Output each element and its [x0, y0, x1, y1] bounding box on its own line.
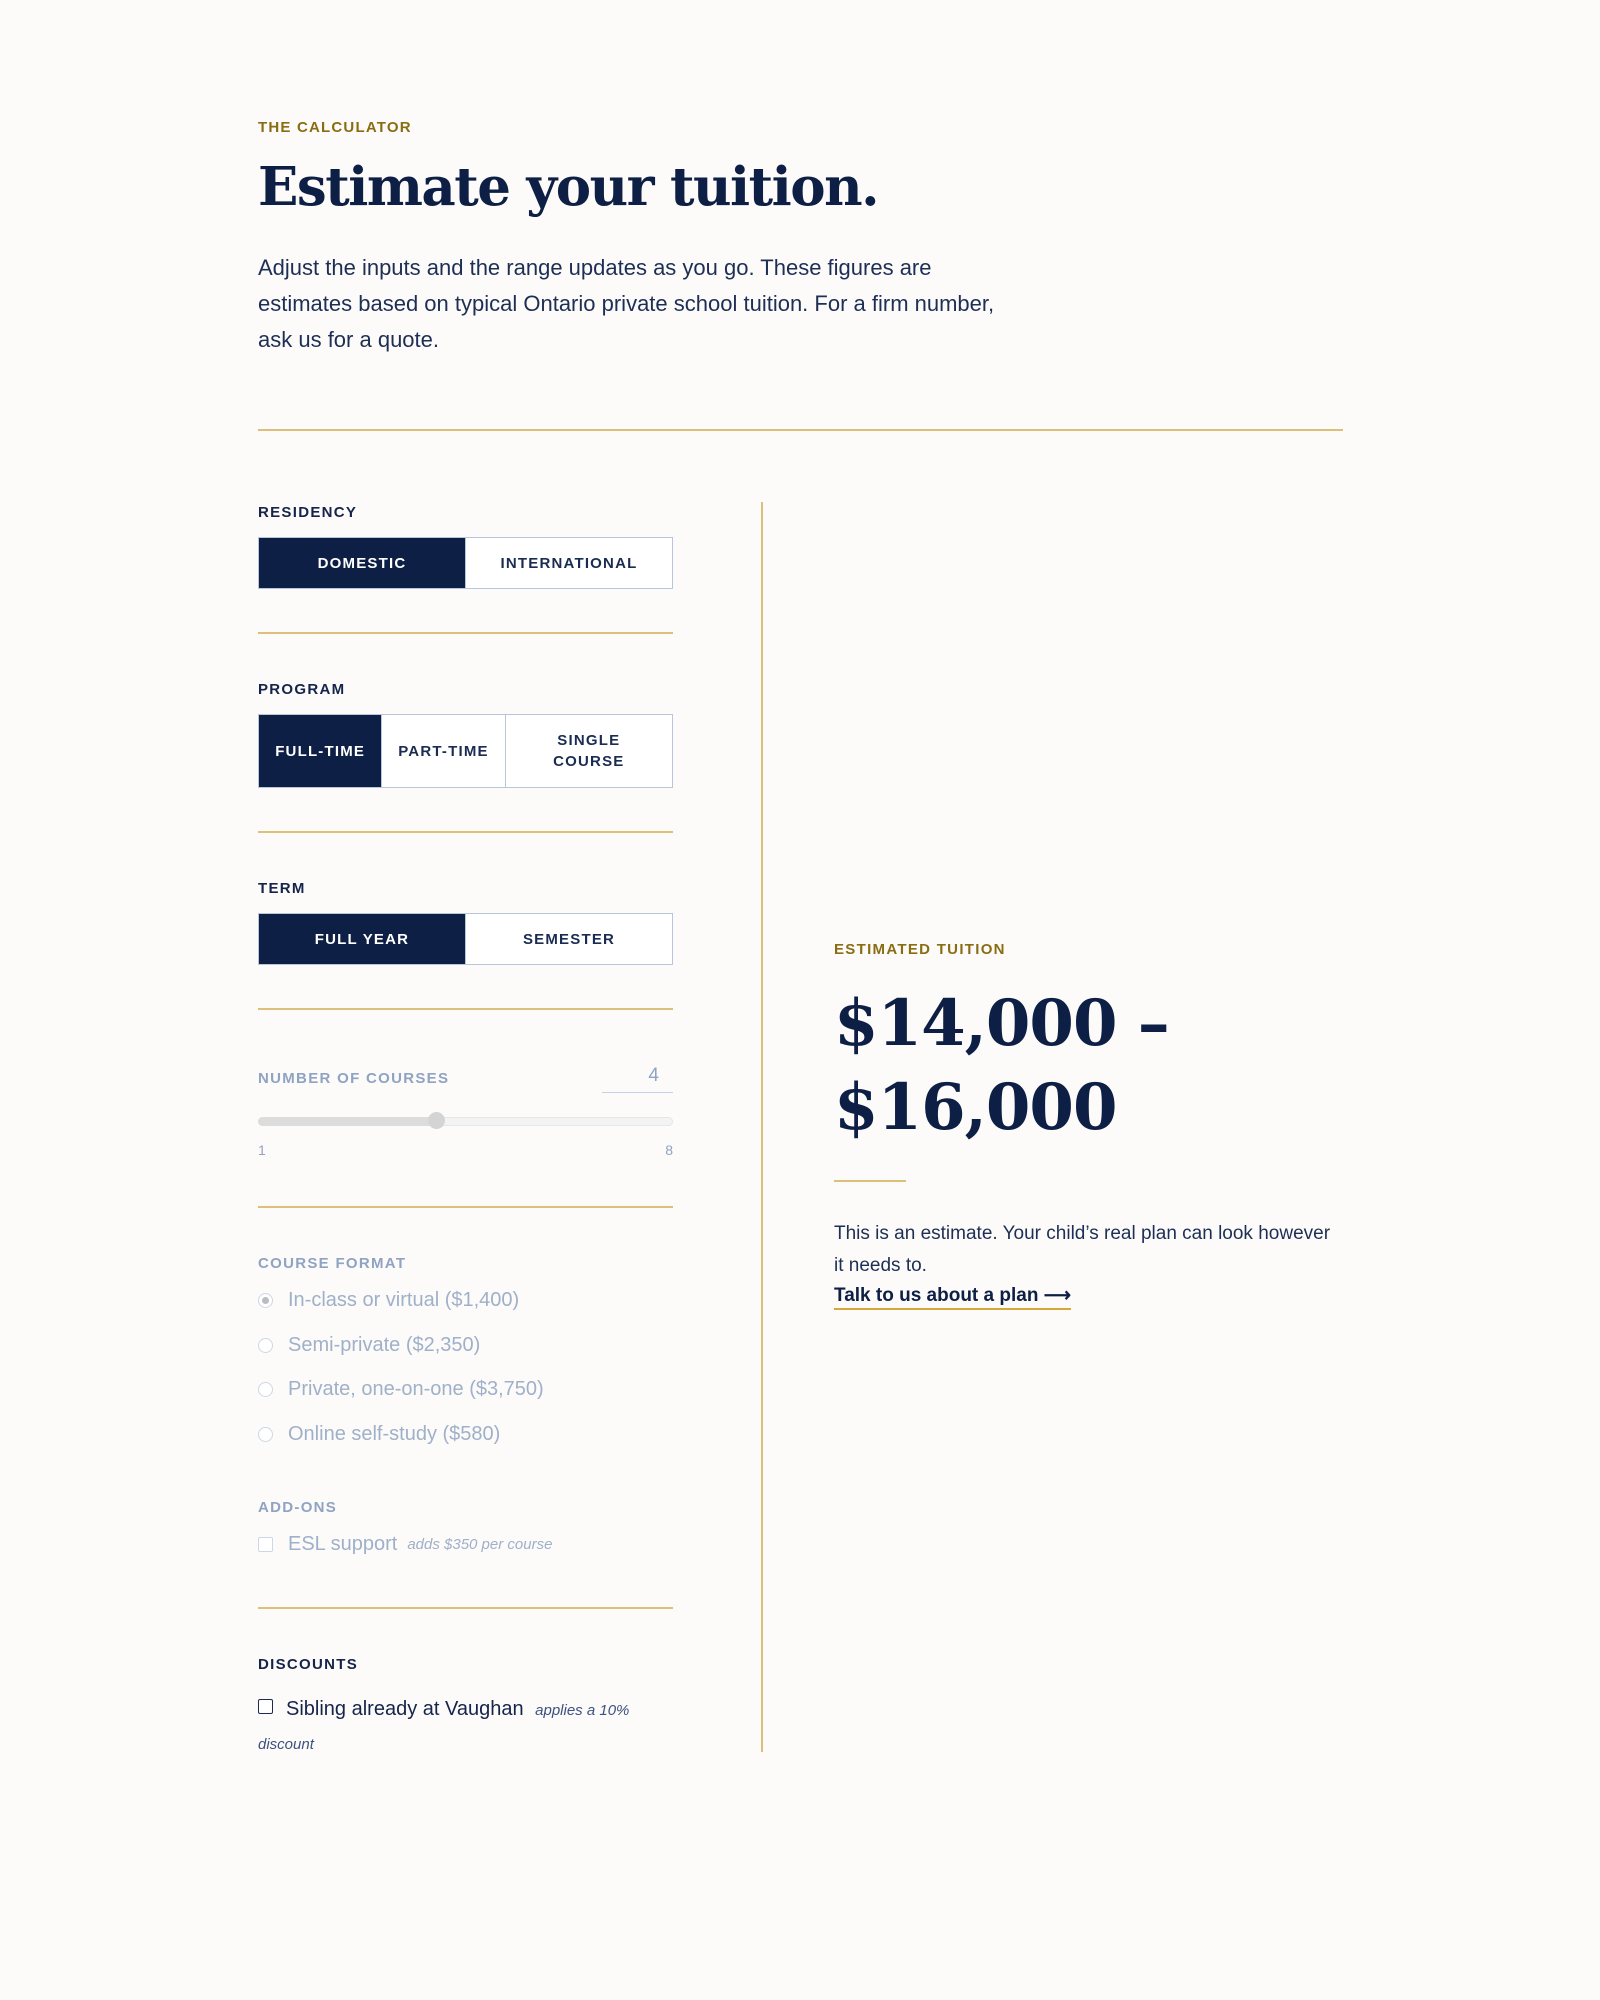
courses-slider-fill [258, 1117, 436, 1126]
talk-to-us-link[interactable]: Talk to us about a plan ⟶ [834, 1284, 1071, 1310]
format-option-online[interactable] [258, 1423, 500, 1446]
divider [834, 1180, 906, 1182]
format-option-label: Private, one-on-one ($3,750) [288, 1378, 544, 1400]
page-title: Estimate your tuition. [258, 156, 879, 218]
divider [258, 1607, 673, 1609]
slider-min-label: 1 [258, 1142, 266, 1158]
term-toggle [258, 913, 673, 965]
residency-toggle [258, 537, 673, 589]
format-option-label: In-class or virtual ($1,400) [288, 1289, 520, 1311]
esl-label: ESL support [288, 1533, 398, 1555]
program-option-part-time[interactable]: PART-TIME [381, 715, 504, 787]
courses-count-input[interactable]: 4 [602, 1065, 673, 1093]
format-label: COURSE FORMAT [258, 1255, 407, 1272]
term-label: TERM [258, 880, 306, 897]
addons-label: ADD-ONS [258, 1499, 338, 1516]
courses-slider-thumb[interactable] [428, 1112, 445, 1129]
program-label: PROGRAM [258, 681, 346, 698]
sibling-note: applies a 10% discount [258, 1702, 630, 1753]
program-toggle [258, 714, 673, 788]
addon-esl[interactable] [258, 1533, 552, 1556]
term-option-full-year[interactable]: FULL YEAR [259, 914, 465, 964]
term-option-semester[interactable]: SEMESTER [465, 914, 672, 964]
divider [258, 1206, 673, 1208]
format-option-private[interactable] [258, 1378, 544, 1401]
estimate-label: ESTIMATED TUITION [834, 941, 1006, 958]
esl-checkbox[interactable] [258, 1537, 273, 1552]
format-option-in-class[interactable] [258, 1289, 519, 1312]
estimate-low: $14,000 [834, 986, 1117, 1061]
divider [258, 429, 1343, 431]
radio-button[interactable] [258, 1293, 273, 1308]
divider [258, 632, 673, 634]
slider-max-label: 8 [665, 1142, 673, 1158]
residency-label: RESIDENCY [258, 504, 358, 521]
estimate-disclaimer: This is an estimate. Your child’s real plan can look however it needs to. [834, 1223, 1331, 1276]
discount-sibling[interactable] [258, 1693, 678, 1761]
program-option-single-course[interactable]: SINGLE COURSE [505, 715, 672, 787]
residency-option-international[interactable]: INTERNATIONAL [465, 538, 672, 588]
courses-label: NUMBER OF COURSES [258, 1070, 450, 1087]
format-option-label: Online self-study ($580) [288, 1423, 501, 1445]
sibling-checkbox[interactable] [258, 1699, 273, 1714]
column-divider [761, 502, 763, 1752]
program-option-full-time[interactable]: FULL-TIME [259, 715, 381, 787]
intro-text: Adjust the inputs and the range updates as you go. These figures are estimates based on typical Ontario private school tuition. For a firm number, ask us for a quote. [258, 255, 995, 352]
section-eyebrow: THE CALCULATOR [258, 119, 412, 136]
residency-option-domestic[interactable]: DOMESTIC [259, 538, 465, 588]
radio-button[interactable] [258, 1427, 273, 1442]
discounts-label: DISCOUNTS [258, 1656, 359, 1673]
radio-button[interactable] [258, 1338, 273, 1353]
estimate-range [834, 982, 1343, 1150]
divider [258, 1008, 673, 1010]
esl-note: adds $350 per course [407, 1536, 553, 1553]
estimate-separator: – [1137, 986, 1169, 1061]
estimate-high: $16,000 [834, 1070, 1117, 1145]
divider [258, 831, 673, 833]
sibling-label: Sibling already at Vaughan [286, 1698, 524, 1720]
radio-button[interactable] [258, 1382, 273, 1397]
format-option-semi-private[interactable] [258, 1334, 480, 1357]
tuition-calculator [258, 0, 1343, 2000]
format-option-label: Semi-private ($2,350) [288, 1334, 481, 1356]
